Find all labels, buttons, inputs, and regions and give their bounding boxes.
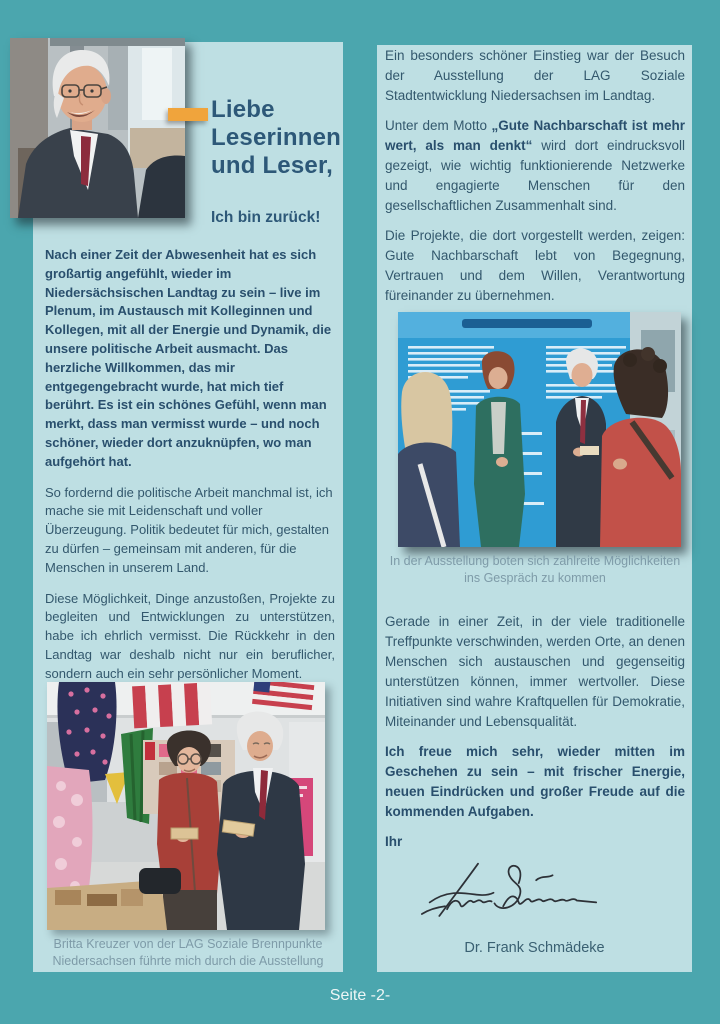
left-text-column [45,246,335,696]
left-paragraph-1: Nach einer Zeit der Abwesenheit hat es sich großartig angefühlt, wieder im Niedersächsischen Landtag zu sein – live im Plenum, im Austausch mit Kolleginnen und Kollegen, mit all der Energie und Dynamik, die unsere politische Arbeit ausmacht. Das herzliche Willkommen, das mir entgegengebracht wurde, hat mich tief berührt. Es ist ein schönes Gefühl, wenn man merkt, dass man vermisst wurde – und noch schöner, wieder dort anzuknüpfen, wo man aufgehört hat. [45,247,332,469]
orange-accent-bar [168,108,208,121]
right-paragraph-2 [385,116,685,216]
right-paragraph-2-suffix: wird dort eindrucksvoll gezeigt, wie wichtig funktionierende Netzwerke und engagierte Menschen für den gesellschaftlichen Zusammenhalt sind. [385,138,685,213]
left-paragraph-3: Diese Möglichkeit, Dinge anzustoßen, Projekte zu begleiten und Entwicklungen zu unterstützen, habe ich ehrlich vermisst. Die Rückkehr in den Landtag war deshalb nicht nur ein beruflicher, sondern auch ein sehr persönlicher Moment. [45,590,335,681]
exhibition-photo-left [47,682,325,930]
exhibition-photo-left-illustration [47,682,325,930]
heading-line-2: Leserinnen [211,124,342,151]
page-footer: Seite -2- [329,987,391,1004]
photo-caption-right: In der Ausstellung boten sich zahlreite Möglichkeiten ins Gespräch zu kommen [389,554,681,585]
signature-handwriting [418,854,602,932]
right-paragraph-4: Gerade in einer Zeit, in der viele traditionelle Treffpunkte verschwinden, werden Orte, an denen Menschen sich austauschen und gegenseitig unterstützen können, immer wertvoller. Diese Initiativen sind wahre Kraftquellen für Demokratie, Miteinander und Lebensqualität. [385,614,685,729]
photo-caption-left: Britta Kreuzer von der LAG Soziale Brennpunkte Niedersachsen führte mich durch die Ausstellung [52,937,324,968]
right-text-column-top [385,46,685,316]
welcome-back-subheading: Ich bin zurück! [211,209,321,226]
right-paragraph-2-prefix: Unter dem Motto [385,118,492,133]
left-paragraph-2: So fordernd die politische Arbeit manchmal ist, ich mache sie mit Leidenschaft und voller Überzeugung. Politik bedeutet für mich, gestalten zu dürfen – gemeinsam mit anderen, für die Menschen in unserem Land. [45,484,333,575]
heading-line-3: und Leser, [211,152,334,179]
signature-strokes [418,854,602,930]
heading-line-1: Liebe [211,96,275,123]
right-paragraph-3: Die Projekte, die dort vorgestellt werden, zeigen: Gute Nachbarschaft lebt von Begegnung, Vertrauen und dem Willen, Verantwortung füreinander zu übernehmen. [385,228,685,303]
exhibition-photo-right [398,312,681,547]
closing-salutation: Ihr [385,834,403,849]
signatory-name: Dr. Frank Schmädeke [464,940,605,956]
right-text-column-bottom [385,612,685,862]
exhibition-photo-right-illustration [398,312,681,547]
right-paragraph-1: Ein besonders schöner Einstieg war der Besuch der Ausstellung der LAG Soziale Stadtentwicklung Niedersachsen im Landtag. [385,48,685,103]
right-paragraph-5: Ich freue mich sehr, wieder mitten im Geschehen zu sein – mit frischer Energie, neuen Eindrücken und großer Freude auf die kommenden Aufgaben. [385,744,685,819]
page-heading [211,96,351,180]
right-paragraph-2-motto: „Gute Nachbarschaft ist mehr wert, als man denkt“ [385,118,685,153]
portrait-photo [10,38,185,218]
portrait-photo-illustration [10,38,185,218]
